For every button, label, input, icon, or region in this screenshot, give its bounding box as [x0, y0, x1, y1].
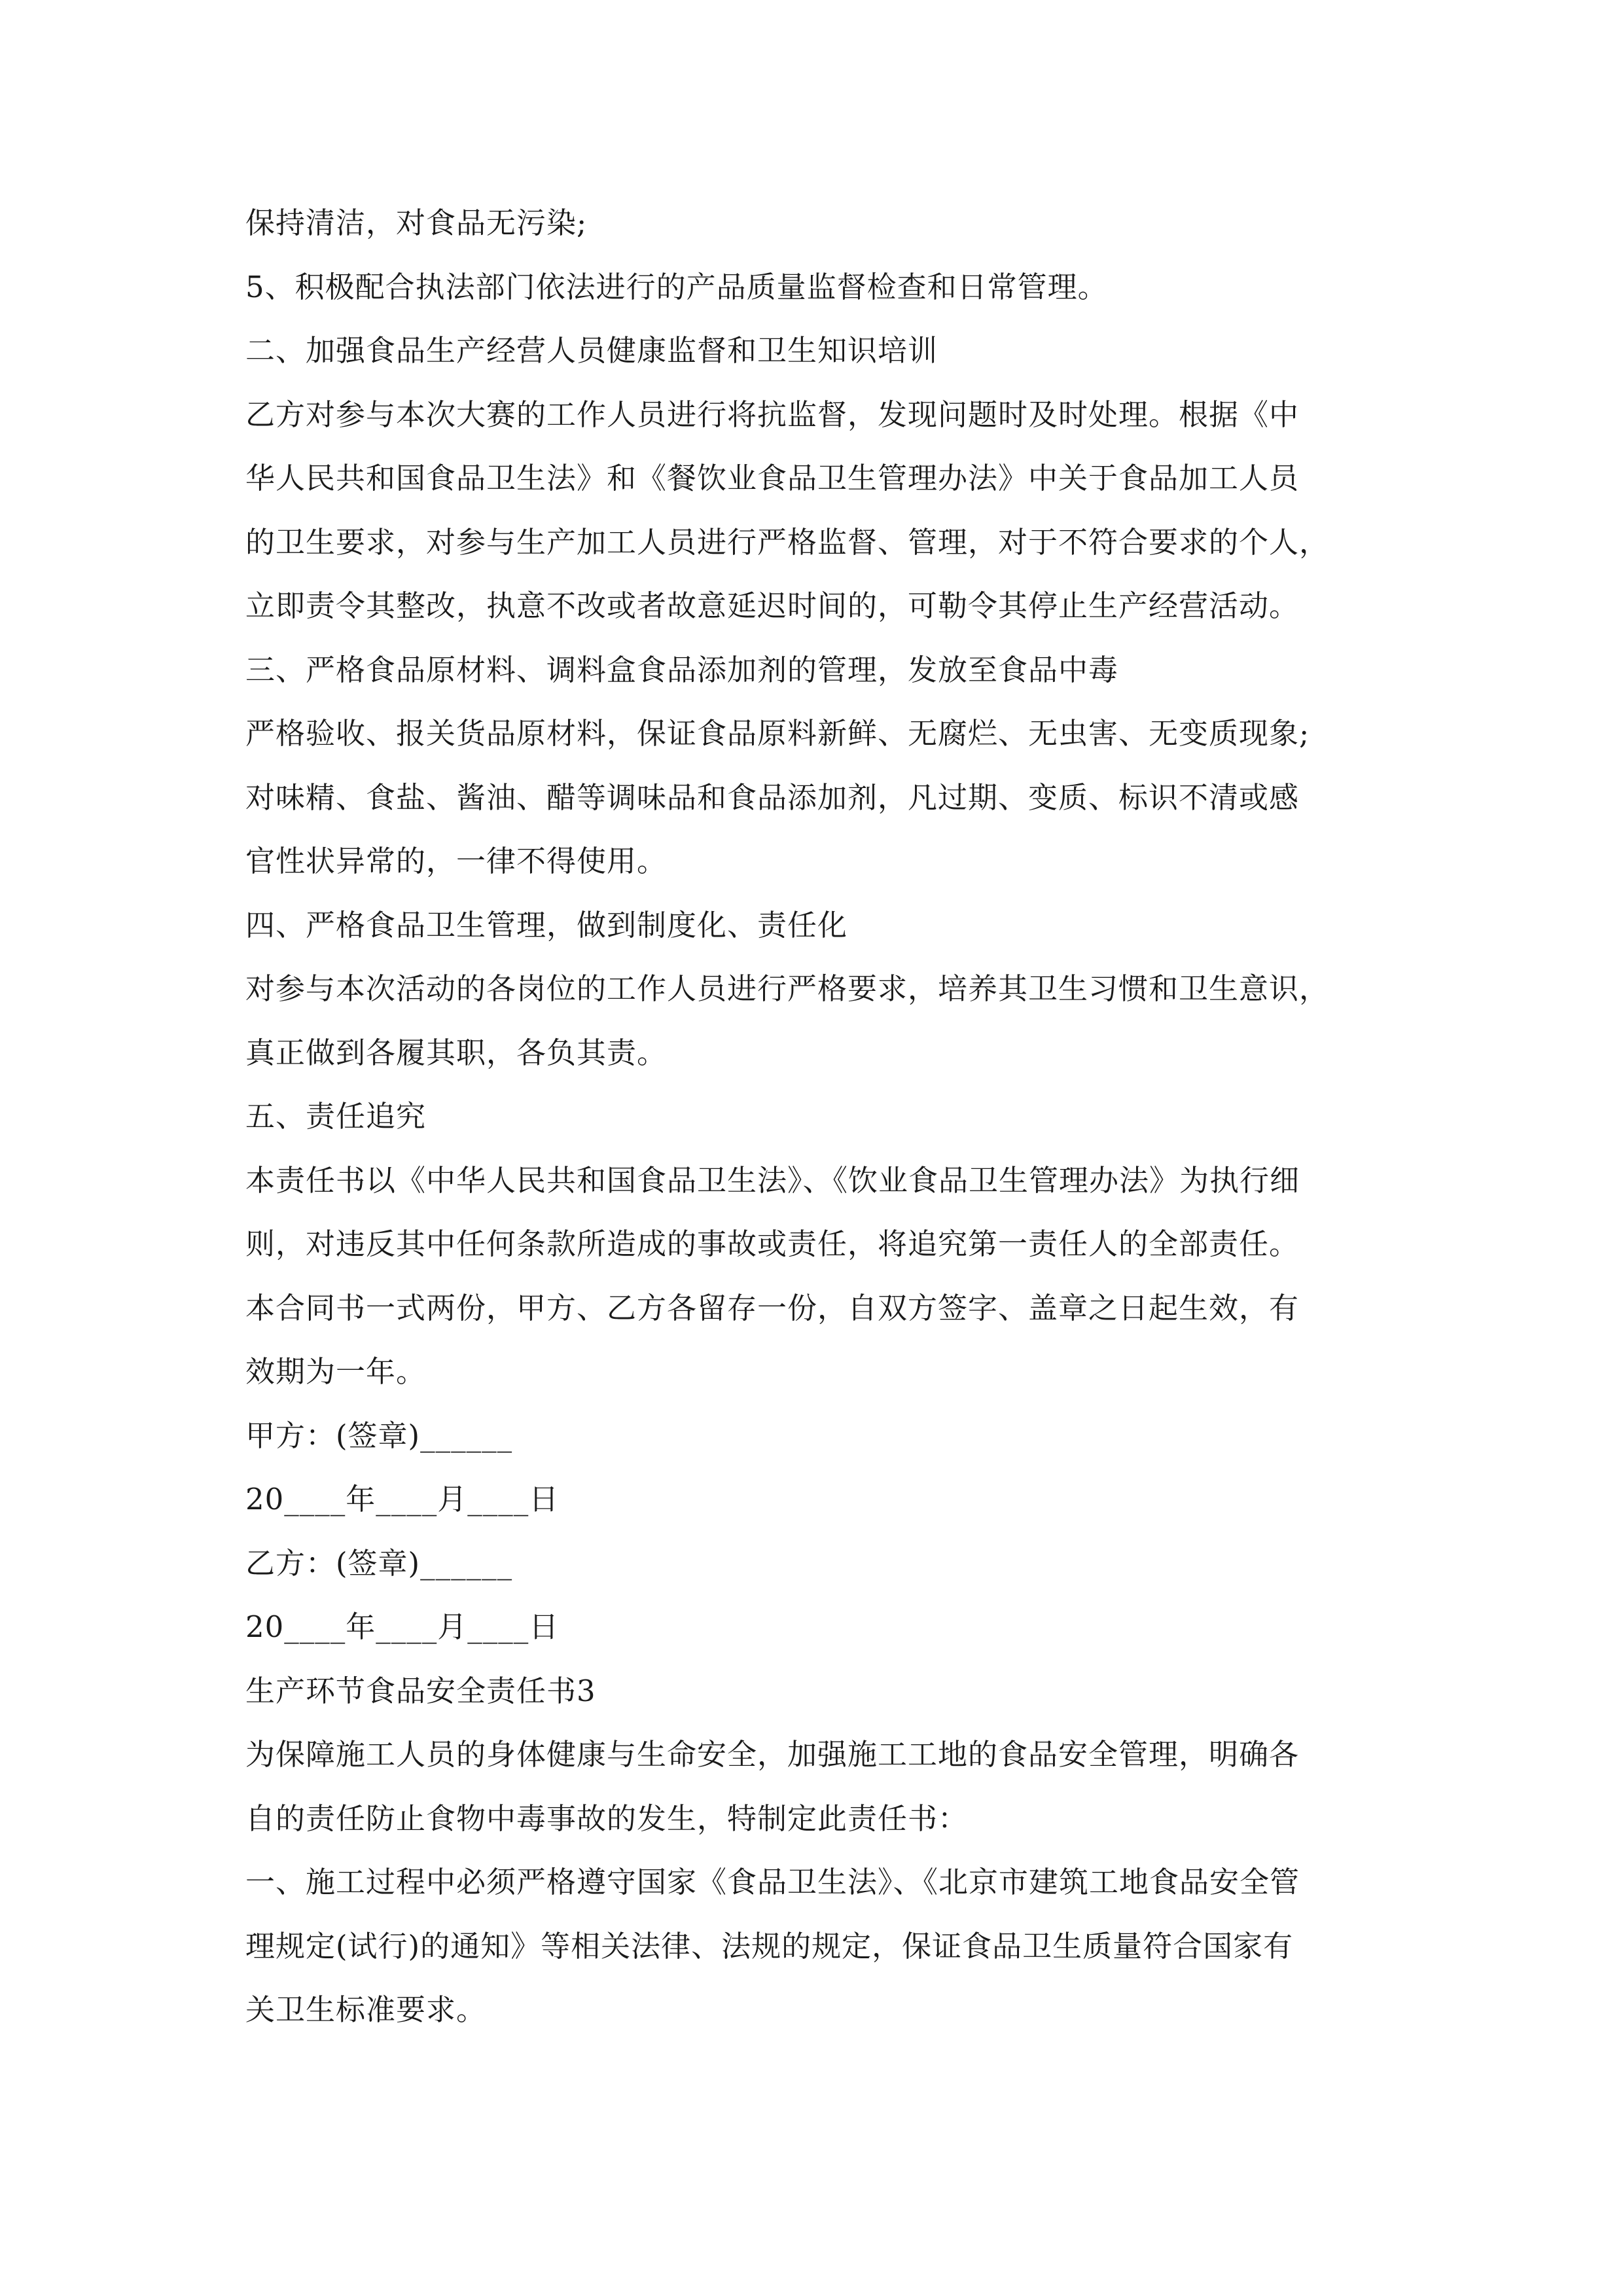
text-line: 本责任书以《中华人民共和国食品卫生法》、《饮业食品卫生管理办法》为执行细 [245, 1162, 1300, 1198]
text-line: 则，对违反其中任何条款所造成的事故或责任，将追究第一责任人的全部责任。 [245, 1227, 1300, 1261]
text-line: 自的责任防止食物中毒事故的发生，特制定此责任书： [245, 1801, 969, 1836]
text-line: 关卫生标准要求。 [245, 1992, 487, 2027]
text-line: 保持清洁，对食品无污染; [245, 206, 588, 240]
section-heading: 三、严格食品原材料、调料盒食品添加剂的管理，发放至食品中毒 [245, 652, 1119, 687]
party-a-date-line: 20____年____月____日 [245, 1482, 560, 1516]
text-line: 本合同书一式两份，甲方、乙方各留存一份，自双方签字、盖章之日起生效，有 [245, 1290, 1300, 1325]
text-line: 官性状异常的，一律不得使用。 [245, 844, 668, 878]
section-heading: 四、严格食品卫生管理，做到制度化、责任化 [245, 907, 848, 942]
text-line: 严格验收、报关货品原材料，保证食品原料新鲜、无腐烂、无虫害、无变质现象; [245, 716, 1310, 751]
document-body [245, 191, 1397, 2042]
text-line: 对参与本次活动的各岗位的工作人员进行严格要求，培养其卫生习惯和卫生意识， [245, 971, 1330, 1006]
text-line: 效期为一年。 [245, 1354, 427, 1389]
text-line: 华人民共和国食品卫生法》和《餐饮业食品卫生管理办法》中关于食品加工人员 [245, 461, 1300, 495]
text-line: 对味精、食盐、酱油、醋等调味品和食品添加剂，凡过期、变质、标识不清或感 [245, 780, 1300, 815]
party-b-signature-line: 乙方：(签章)______ [245, 1545, 513, 1581]
section-heading: 二、加强食品生产经营人员健康监督和卫生知识培训 [245, 333, 938, 368]
text-line: 乙方对参与本次大赛的工作人员进行将抗监督，发现问题时及时处理。根据《中 [245, 397, 1300, 432]
party-b-date-line: 20____年____月____日 [245, 1609, 560, 1644]
section-heading: 五、责任追究 [245, 1099, 427, 1134]
document-title: 生产环节食品安全责任书3 [245, 1673, 596, 1708]
text-line: 的卫生要求，对参与生产加工人员进行严格监督、管理，对于不符合要求的个人， [245, 524, 1330, 560]
text-line: 一、施工过程中必须严格遵守国家《食品卫生法》、《北京市建筑工地食品安全管 [245, 1865, 1300, 1899]
text-line: 理规定(试行)的通知》等相关法律、法规的规定，保证食品卫生质量符合国家有 [245, 1928, 1294, 1964]
text-line: 5、积极配合执法部门依法进行的产品质量监督检查和日常管理。 [245, 269, 1108, 304]
text-line: 立即责令其整改，执意不改或者故意延迟时间的，可勒令其停止生产经营活动。 [245, 588, 1300, 623]
text-line: 为保障施工人员的身体健康与生命安全，加强施工工地的食品安全管理，明确各 [245, 1737, 1300, 1772]
text-line: 真正做到各履其职，各负其责。 [245, 1035, 668, 1070]
party-a-signature-line: 甲方：(签章)______ [245, 1418, 513, 1453]
